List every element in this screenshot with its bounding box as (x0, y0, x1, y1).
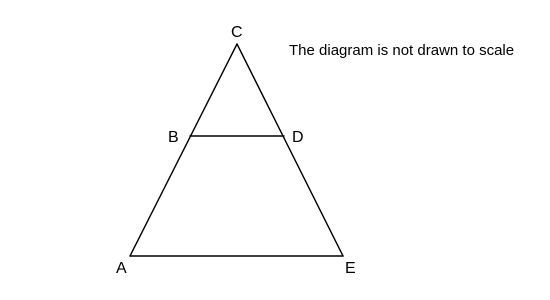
vertex-label-d: D (292, 129, 304, 146)
vertex-label-b: B (168, 129, 179, 146)
scale-note: The diagram is not drawn to scale (289, 42, 515, 59)
vertex-label-e: E (345, 260, 356, 277)
vertex-label-c: C (231, 24, 243, 41)
segment-ce (237, 44, 343, 256)
segment-ac (130, 44, 237, 256)
vertex-label-a: A (116, 260, 127, 277)
